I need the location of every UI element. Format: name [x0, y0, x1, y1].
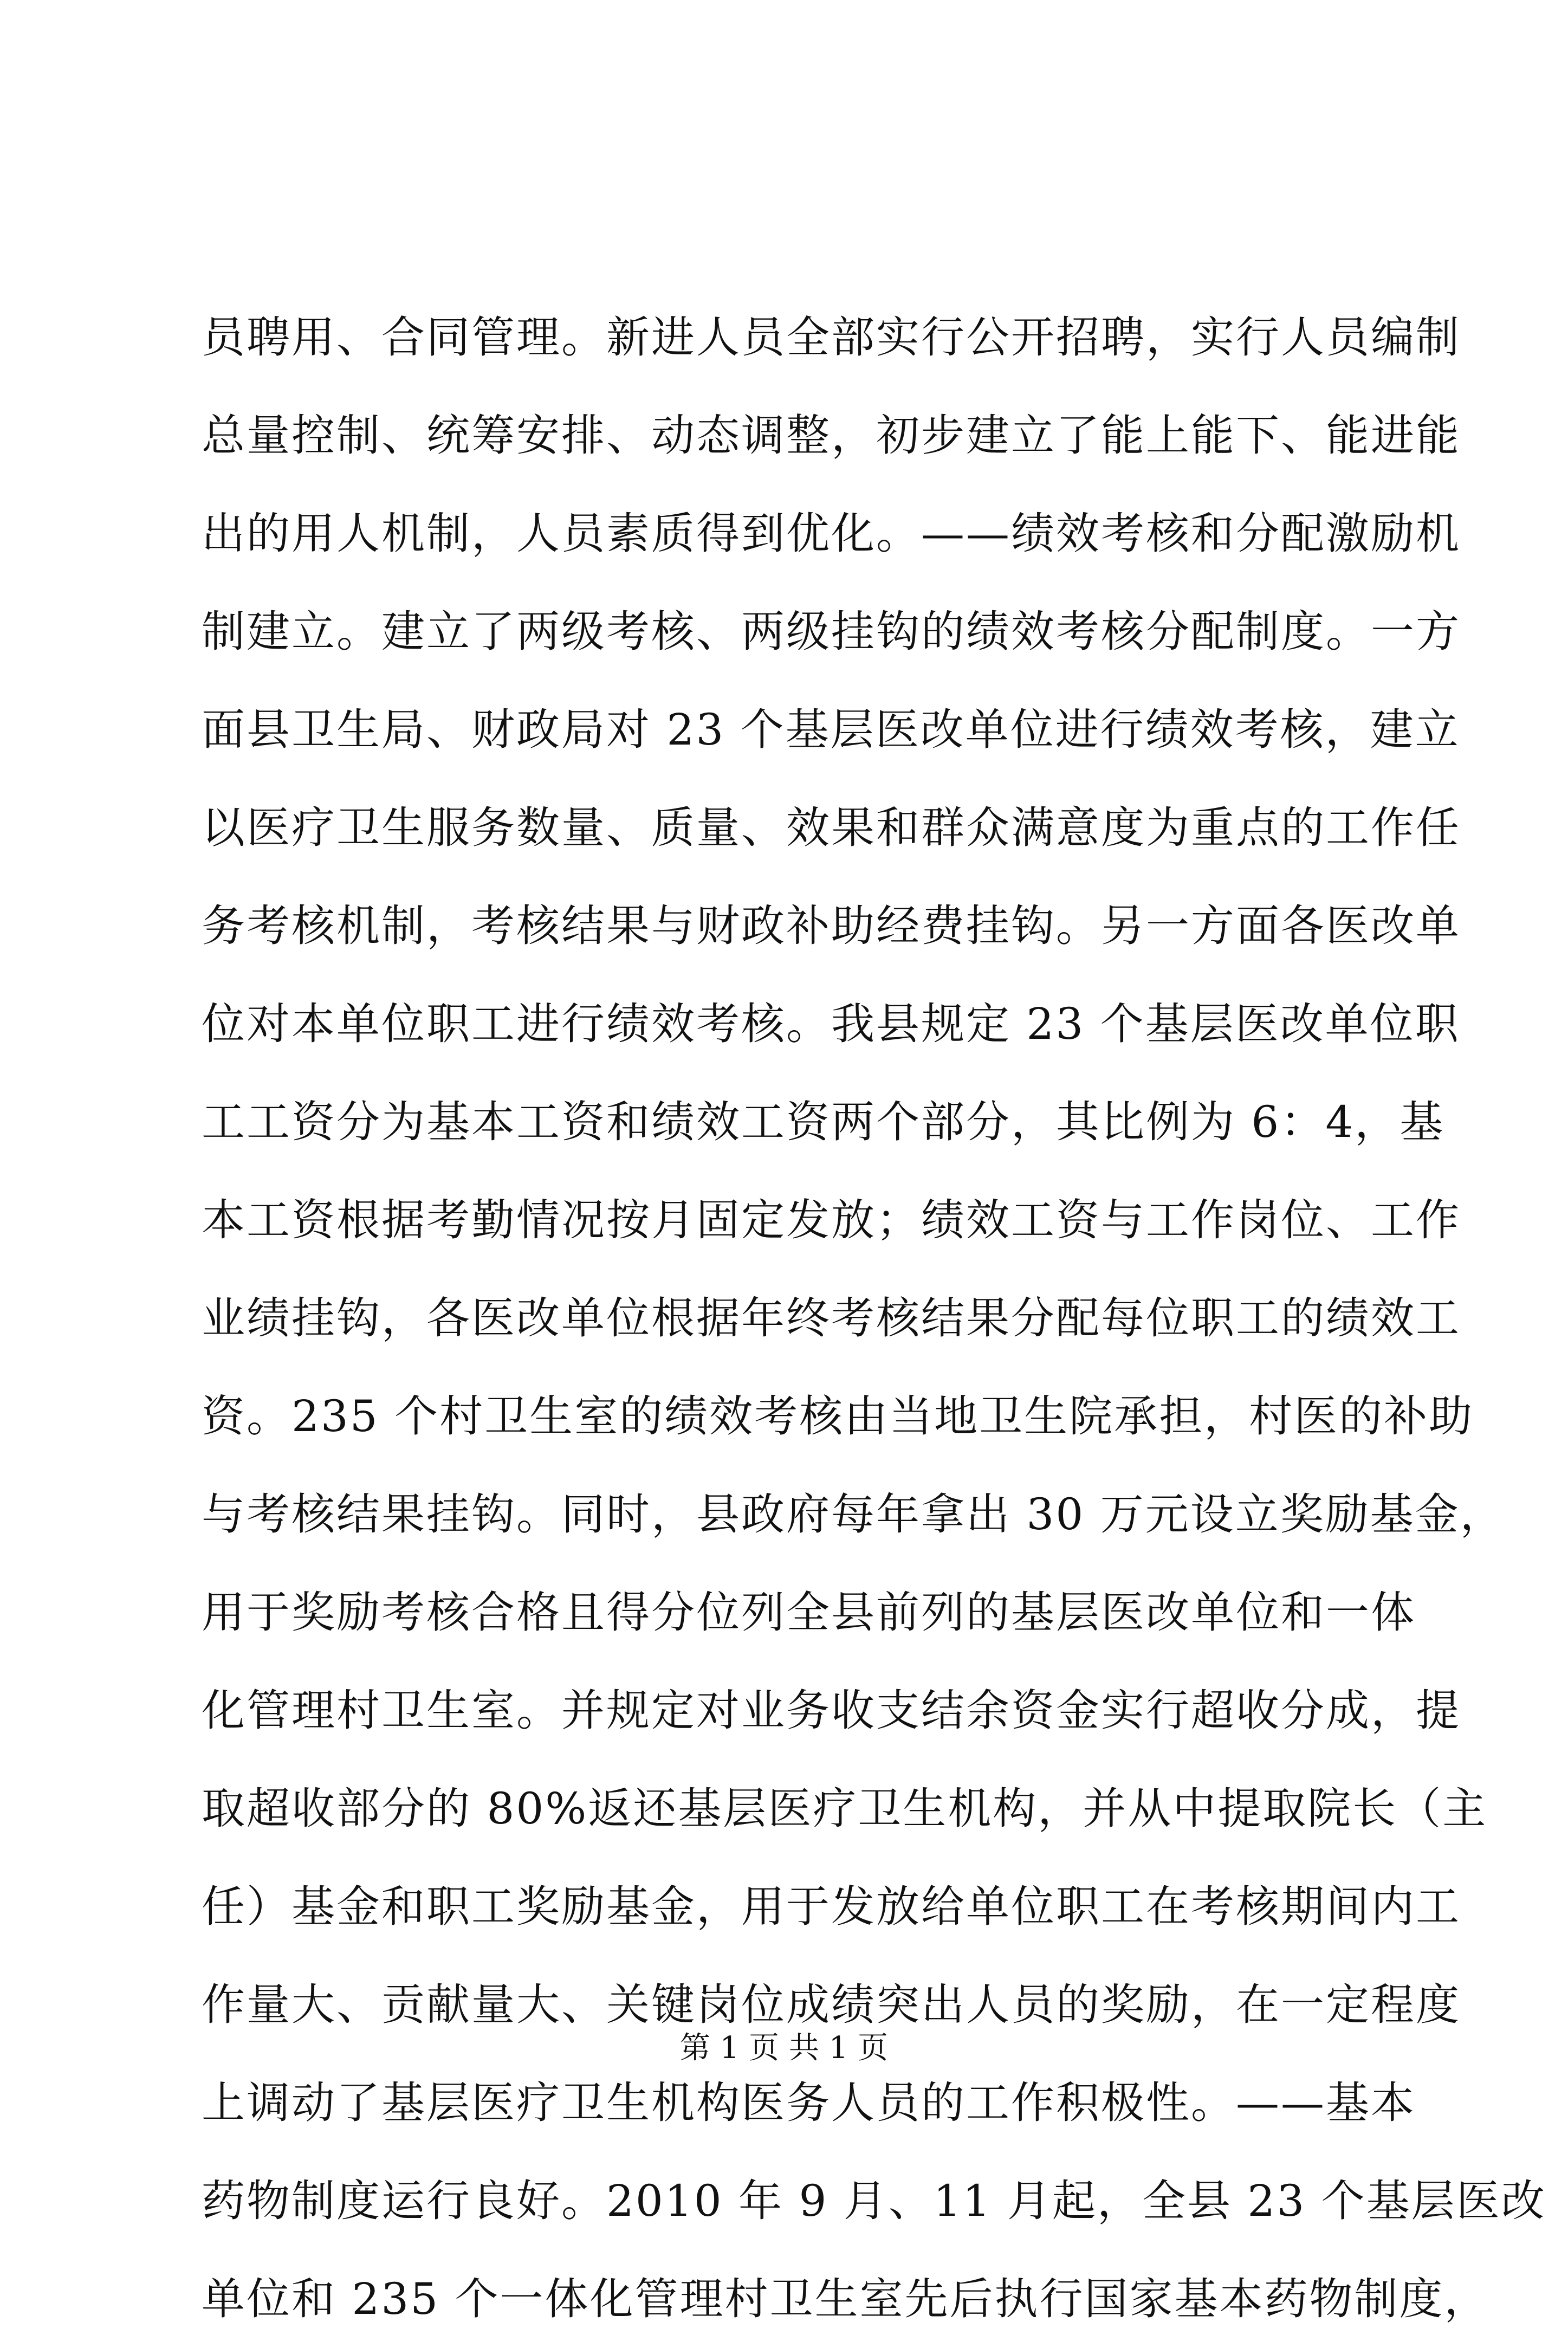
text-line-6: 以医疗卫生服务数量、质量、效果和群众满意度为重点的工作任 [202, 803, 1461, 853]
text-line-14: 用于奖励考核合格且得分位列全县前列的基层医改单位和一体 [202, 1587, 1416, 1638]
text-line-11: 业绩挂钩，各医改单位根据年终考核结果分配每位职工的绩效工 [202, 1293, 1461, 1343]
text-line-4: 制建立。建立了两级考核、两级挂钩的绩效考核分配制度。一方 [202, 606, 1461, 657]
text-line-9: 工工资分为基本工资和绩效工资两个部分，其比例为 6：4，基 [202, 1097, 1445, 1147]
text-line-19: 上调动了基层医疗卫生机构医务人员的工作积极性。——基本 [202, 2078, 1416, 2128]
text-line-13: 与考核结果挂钩。同时，县政府每年拿出 30 万元设立奖励基金， [202, 1489, 1505, 1540]
text-line-15: 化管理村卫生室。并规定对业务收支结余资金实行超收分成，提 [202, 1685, 1461, 1736]
text-line-10: 本工资根据考勤情况按月固定发放；绩效工资与工作岗位、工作 [202, 1195, 1461, 1245]
text-line-17: 任）基金和职工奖励基金，用于发放给单位职工在考核期间内工 [202, 1881, 1461, 1932]
text-line-2: 总量控制、统筹安排、动态调整，初步建立了能上能下、能进能 [202, 410, 1461, 461]
text-line-20: 药物制度运行良好。2010 年 9 月、11 月起，全县 23 个基层医改 [202, 2176, 1546, 2226]
text-line-21: 单位和 235 个一体化管理村卫生室先后执行国家基本药物制度， [202, 2274, 1489, 2324]
text-line-5: 面县卫生局、财政局对 23 个基层医改单位进行绩效考核，建立 [202, 704, 1460, 755]
page-footer: 第 1 页 共 1 页 [679, 2030, 889, 2066]
text-line-8: 位对本单位职工进行绩效考核。我县规定 23 个基层医改单位职 [202, 999, 1460, 1049]
text-line-12: 资。235 个村卫生室的绩效考核由当地卫生院承担，村医的补助 [202, 1391, 1474, 1441]
text-line-3: 出的用人机制，人员素质得到优化。——绩效考核和分配激励机 [202, 508, 1461, 559]
text-line-16: 取超收部分的 80%返还基层医疗卫生机构，并从中提取院长（主 [202, 1783, 1488, 1834]
text-line-7: 务考核机制，考核结果与财政补助经费挂钩。另一方面各医改单 [202, 901, 1461, 951]
text-line-18: 作量大、贡献量大、关键岗位成绩突出人员的奖励，在一定程度 [202, 1980, 1461, 2030]
text-line-1: 员聘用、合同管理。新进人员全部实行公开招聘，实行人员编制 [202, 312, 1461, 363]
